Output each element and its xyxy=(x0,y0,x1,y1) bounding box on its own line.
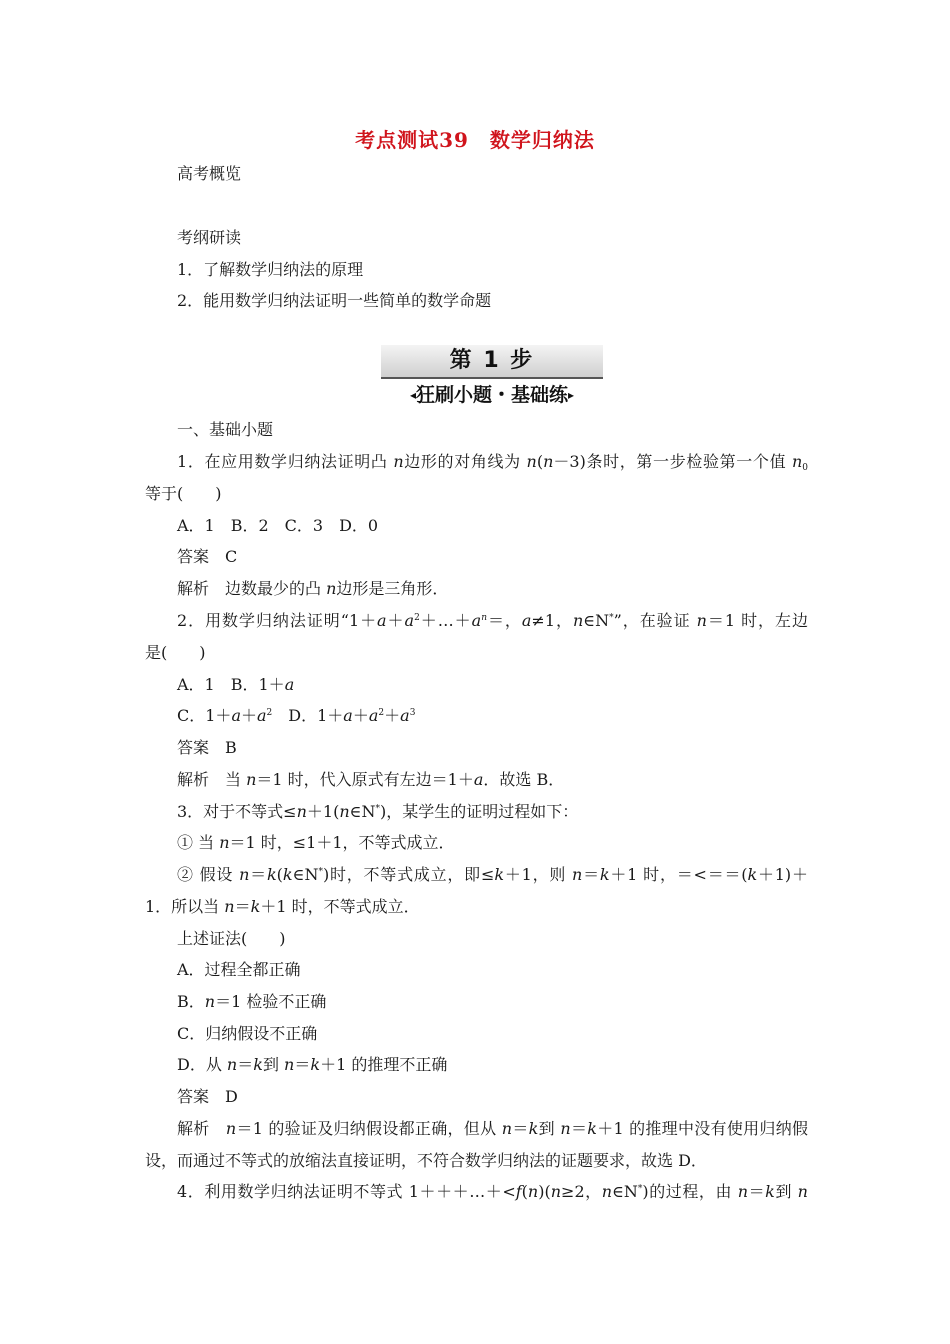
q3-analysis: 解析 n＝1 的验证及归纳假设都正确，但从 n＝k到 n＝k＋1 的推理中没有使用归纳假 xyxy=(177,1119,808,1138)
banner-subtitle-text: 狂刷小题・基础练 xyxy=(415,384,568,406)
q3-option-c: C．归纳假设不正确 xyxy=(177,1024,318,1043)
overview-heading: 高考概览 xyxy=(177,164,242,183)
banner-subtitle xyxy=(381,381,603,409)
step-banner xyxy=(381,345,603,411)
section-heading: 一、基础小题 xyxy=(177,420,274,439)
q3-step2: ② 假设 n＝k(k∈N*)时，不等式成立，即≤k＋1，则 n＝k＋1 时，＝<＝＝(k＋1)＋ xyxy=(177,865,808,884)
q3-analysis-cont: 设，而通过不等式的放缩法直接证明，不符合数学归纳法的证题要求，故选 D． xyxy=(145,1151,707,1170)
q1-analysis: 解析 边数最少的凸 n边形是三角形． xyxy=(177,579,449,598)
q2-stem-cont: 是( ) xyxy=(145,643,206,662)
q2-options-ab: A．1 B．1＋a xyxy=(177,675,295,694)
syllabus-item-1: 1．了解数学归纳法的原理 xyxy=(177,260,364,279)
page-title: 考点测试39 数学归纳法 xyxy=(355,128,595,152)
q1-options: A．1 B．2 C．3 D．0 xyxy=(177,516,379,535)
q2-stem: 2．用数学归纳法证明“$1+a+a^2+\dots+a^n=$，a≠1，n∈N*”，在验证 n＝1 时，左边 xyxy=(177,611,808,630)
q1-stem: 1．在应用数学归纳法证明凸 n边形的对角线为 n(n－3)条时，第一步检验第一个值 $n_0$ xyxy=(177,452,808,473)
q4-stem: 4．利用数学归纳法证明不等式 1＋＋＋…＋<f(n)(n≥2，n∈N*)的过程，由 n＝k到 n xyxy=(177,1182,808,1201)
left-arrow-icon: ◂ xyxy=(409,388,416,402)
q3-step2-cont: 1．所以当 n＝k＋1 时，不等式成立． xyxy=(145,897,420,916)
q3-option-a: A．过程全都正确 xyxy=(177,960,301,979)
q3-stem: 3．对于不等式≤n＋1(n∈N*)，某学生的证明过程如下： xyxy=(177,802,579,821)
q3-option-b: B．n＝1 检验不正确 xyxy=(177,992,327,1011)
q1-answer: 答案 C xyxy=(177,547,238,566)
q3-step1: ① 当 n＝1 时，≤1＋1，不等式成立． xyxy=(177,833,455,852)
banner-step-label: 第 1 步 xyxy=(381,345,603,379)
syllabus-item-2: 2．能用数学归纳法证明一些简单的数学命题 xyxy=(177,291,492,310)
q1-stem-cont: 等于( ) xyxy=(145,484,222,503)
q3-answer: 答案 D xyxy=(177,1087,238,1106)
q3-option-d: D．从 n＝k到 n＝k＋1 的推理不正确 xyxy=(177,1055,448,1074)
syllabus-heading: 考纲研读 xyxy=(177,228,242,247)
q2-options-cd: C．$1+a+a^2$ D．$1+a+a^2+a^3$ xyxy=(177,706,416,725)
q2-analysis: 解析 当 n＝1 时，代入原式有左边＝1＋a．故选 B． xyxy=(177,770,565,789)
q3-question: 上述证法( ) xyxy=(177,929,286,948)
right-arrow-icon: ▸ xyxy=(568,388,575,402)
q2-answer: 答案 B xyxy=(177,738,237,757)
